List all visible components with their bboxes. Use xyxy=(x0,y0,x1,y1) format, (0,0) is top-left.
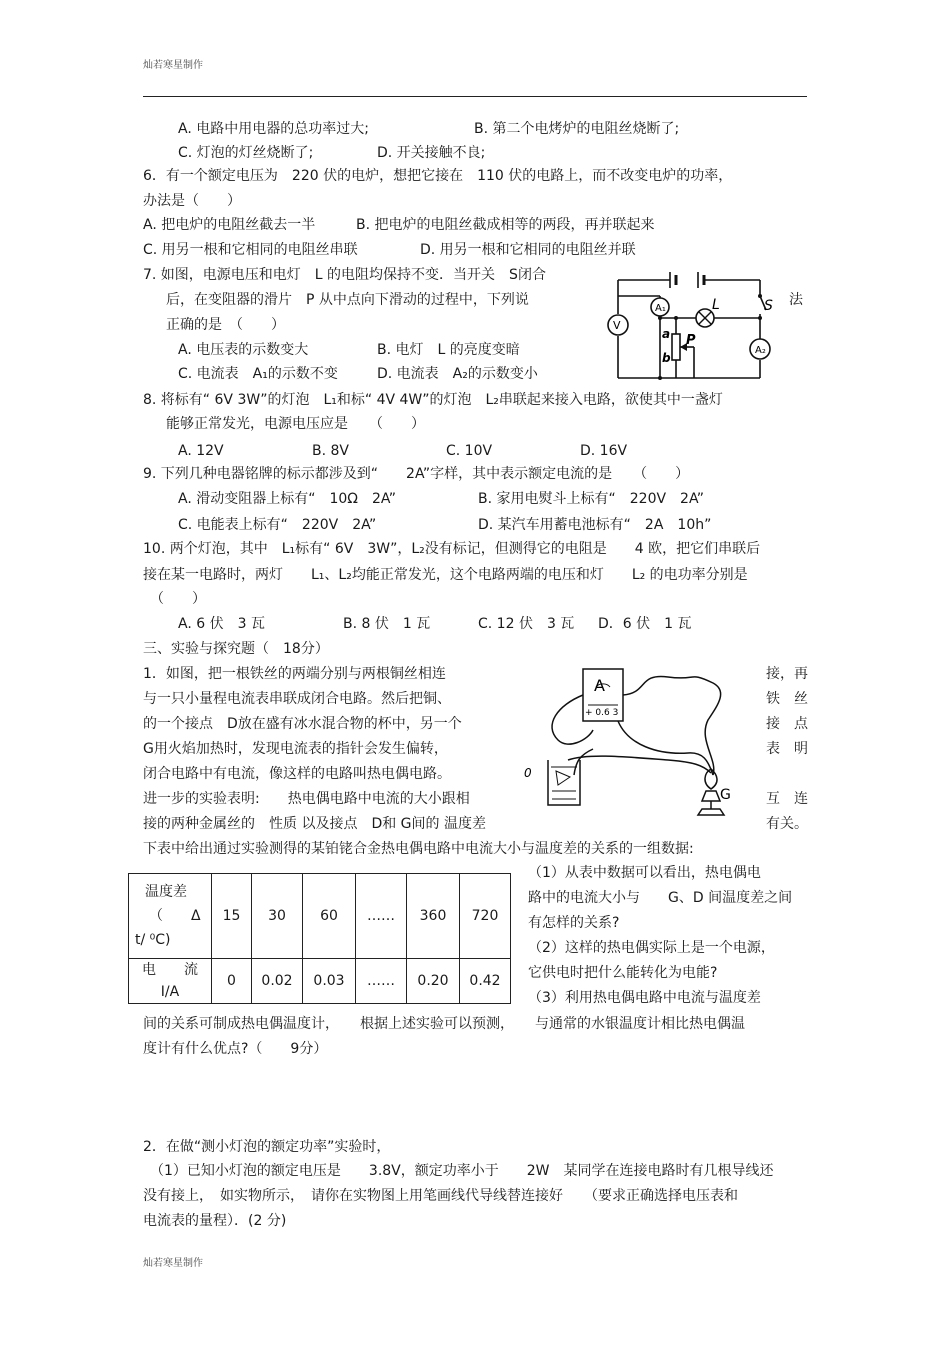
q6-option-b: B. 把电炉的电阻丝截成相等的两段，再并联起来 xyxy=(356,217,655,233)
q6-option-c: C. 用另一根和它相同的电阻丝串联 xyxy=(143,242,358,258)
q7-option-b: B. 电灯 L 的亮度变暗 xyxy=(377,342,520,358)
table-cell: 0.20 xyxy=(407,959,460,1004)
junction-g-label: G xyxy=(720,787,731,803)
table-cell: 15 xyxy=(212,874,252,959)
q6-option-a: A. 把电炉的电阻丝截去一半 xyxy=(143,217,316,233)
e1-line1: 1．如图，把一根铁丝的两端分别与两根铜丝相连 xyxy=(143,666,446,682)
e1-line6-end: 互 连 xyxy=(766,791,808,807)
e1-line7: 接的两种金属丝的 性质 以及接点 D和 G间的 温度差 xyxy=(143,816,486,832)
rheostat-end-a: a xyxy=(662,327,671,341)
e1-q2-line1: （2）这样的热电偶实际上是一个电源， xyxy=(528,940,775,956)
e1-line2: 与一只小量程电流表串联成闭合电路。然后把铜、 xyxy=(143,691,451,707)
table-cell: 0.03 xyxy=(303,959,356,1004)
switch-label: S xyxy=(764,298,773,314)
e2-line2: （1）已知小灯泡的额定电压是 3.8V，额定功率小于 2W 某同学在连接电路时有几根导线还 xyxy=(150,1163,774,1179)
galvanometer-scale: + 0.6 3 xyxy=(585,708,619,718)
table-row-current xyxy=(129,959,511,1004)
q7-stem-line2: 后，在变阻器的滑片 P 从中点向下滑动的过程中，下列说 xyxy=(166,292,529,308)
q10-stem-line1: 10. 两个灯泡，其中 L₁标有“ 6V 3W”，L₂没有标记，但测得它的电阻是 4 欧，把它们串联后 xyxy=(143,541,761,557)
q7-option-d: D. 电流表 A₂的示数变小 xyxy=(377,366,538,382)
table-cell: 60 xyxy=(303,874,356,959)
e1-line6: 进一步的实验表明: 热电偶电路中电流的大小跟相 xyxy=(143,791,470,807)
e1-line4-end: 表 明 xyxy=(766,741,808,757)
q7-stem-line1: 7. 如图，电源电压和电灯 L 的电阻均保持不变．当开关 S闭合 xyxy=(143,267,546,283)
q9-option-c: C. 电能表上标有“ 220V 2A” xyxy=(178,517,377,533)
e1-q3-line1: （3）利用热电偶电路中电流与温度差 xyxy=(528,990,761,1006)
q7-stem-line3: 正确的是 （ ） xyxy=(166,317,285,333)
q9-option-b: B. 家用电熨斗上标有“ 220V 2A” xyxy=(478,491,705,507)
table-cell: 360 xyxy=(407,874,460,959)
header-rule xyxy=(143,96,807,97)
q7-circuit-diagram xyxy=(600,262,790,384)
q10-option-a: A. 6 伏 3 瓦 xyxy=(178,616,265,632)
page-footer: 灿若寒星制作 xyxy=(143,1258,203,1269)
q5-option-b: B. 第二个电烤炉的电阻丝烧断了; xyxy=(474,121,680,137)
q6-stem-line1: 6．有一个额定电压为 220 伏的电炉，想把它接在 110 伏的电路上，而不改变电炉的功率， xyxy=(143,168,733,184)
lamp-label: L xyxy=(712,297,720,313)
table-header-current-line1: 电 流 xyxy=(142,962,198,978)
q8-option-d: D. 16V xyxy=(580,443,628,459)
table-cell: …… xyxy=(356,959,407,1004)
q10-stem-line2: 接在某一电路时，两灯 L₁、L₂均能正常发光，这个电路两端的电压和灯 L₂ 的电功率分别是 xyxy=(143,567,748,583)
table-header-current xyxy=(129,959,212,1004)
galvanometer-label: A xyxy=(594,676,605,695)
table-header-temperature-line1: 温度差 xyxy=(145,884,187,900)
e1-line3: 的一个接点 D放在盛有冰水混合物的杯中，另一个 xyxy=(143,716,462,732)
table-header-temperature-line3: t/ ⁰C) xyxy=(135,932,171,948)
e1-line5: 闭合电路中有电流，像这样的电路叫热电偶电路。 xyxy=(143,766,451,782)
table-row-temperature xyxy=(129,874,511,959)
voltmeter-label: V xyxy=(613,319,621,332)
e1-q1-line3: 有怎样的关系? xyxy=(528,915,620,931)
q10-option-b: B. 8 伏 1 瓦 xyxy=(343,616,431,632)
table-cell: …… xyxy=(356,874,407,959)
e1-q3-line3: 度计有什么优点?（ 9分） xyxy=(143,1041,328,1057)
e1-q3-line2: 间的关系可制成热电偶温度计， 根据上述实验可以预测， 与通常的水银温度计相比热电偶温 xyxy=(143,1016,745,1032)
q5-option-a: A. 电路中用电器的总功率过大; xyxy=(178,121,369,137)
q5-option-c: C. 灯泡的灯丝烧断了; xyxy=(178,145,314,161)
q10-option-c: C. 12 伏 3 瓦 xyxy=(478,616,575,632)
ammeter-a1-label: A₁ xyxy=(655,303,666,314)
e2-line3: 没有接上， 如实物所示， 请你在实物图上用笔画线代导线替连接好 （要求正确选择电压表和 xyxy=(143,1188,738,1204)
thermocouple-data-table xyxy=(128,873,511,1004)
q8-option-c: C. 10V xyxy=(446,443,493,459)
q6-option-d: D. 用另一根和它相同的电阻丝并联 xyxy=(420,242,636,258)
table-cell: 0.02 xyxy=(252,959,303,1004)
e1-line1-end: 接，再 xyxy=(766,666,808,682)
ammeter-a2-label: A₂ xyxy=(755,345,766,356)
q7-option-a: A. 电压表的示数变大 xyxy=(178,342,309,358)
q10-stem-line3: （ ） xyxy=(150,591,206,607)
q9-option-a: A. 滑动变阻器上标有“ 10Ω 2A” xyxy=(178,491,397,507)
q7-stem-line2-end: 法 xyxy=(789,292,803,308)
q8-option-b: B. 8V xyxy=(312,443,349,459)
rheostat-end-b: b xyxy=(662,351,671,365)
e1-q1-line2: 路中的电流大小与 G、D 间温度差之间 xyxy=(528,890,793,906)
table-cell: 720 xyxy=(460,874,511,959)
e1-q1-line1: （1）从表中数据可以看出，热电偶电 xyxy=(528,865,761,881)
table-header-current-line2: I/A xyxy=(160,984,180,1000)
page-header: 灿若寒星制作 xyxy=(143,60,203,71)
e1-line8: 下表中给出通过实验测得的某铂铑合金热电偶电路中电流大小与温度差的关系的一组数据: xyxy=(143,841,694,857)
e1-line4: G用火焰加热时，发现电流表的指针会发生偏转， xyxy=(143,741,448,757)
junction-d-label: 0 xyxy=(524,766,532,780)
q8-stem-line2: 能够正常发光，电源电压应是 （ ） xyxy=(166,416,425,432)
q8-stem-line1: 8. 将标有“ 6V 3W”的灯泡 L₁和标“ 4V 4W”的灯泡 L₂串联起来接入电路，欲使其中一盏灯 xyxy=(143,392,723,408)
thermocouple-figure xyxy=(518,665,758,835)
e1-q2-line2: 它供电时把什么能转化为电能? xyxy=(528,965,718,981)
table-header-temperature-line2: （ Δ xyxy=(149,908,201,924)
table-cell: 0.42 xyxy=(460,959,511,1004)
q10-option-d: D．6 伏 1 瓦 xyxy=(598,616,692,632)
e1-line7-end: 有关。 xyxy=(766,816,808,832)
e2-line4: 电流表的量程）．(2 分) xyxy=(143,1213,287,1229)
table-cell: 0 xyxy=(212,959,252,1004)
table-cell: 30 xyxy=(252,874,303,959)
slider-label: P xyxy=(686,333,696,348)
q6-stem-line2: 办法是（ ） xyxy=(143,193,241,209)
q9-option-d: D. 某汽车用蓄电池标有“ 2A 10h” xyxy=(478,517,712,533)
q8-option-a: A. 12V xyxy=(178,443,224,459)
section-3-title: 三、实验与探究题（ 18分） xyxy=(143,641,329,657)
e2-line1: 2．在做“测小灯泡的额定功率”实验时， xyxy=(143,1139,391,1155)
e1-line3-end: 接 点 xyxy=(766,716,808,732)
q7-option-c: C. 电流表 A₁的示数不变 xyxy=(178,366,338,382)
e1-line2-end: 铁 丝 xyxy=(766,691,808,707)
q9-stem: 9. 下列几种电器铭牌的标示都涉及到“ 2A”字样，其中表示额定电流的是 （ ） xyxy=(143,466,690,482)
table-header-temperature xyxy=(129,874,212,959)
q5-option-d: D. 开关接触不良; xyxy=(377,145,486,161)
